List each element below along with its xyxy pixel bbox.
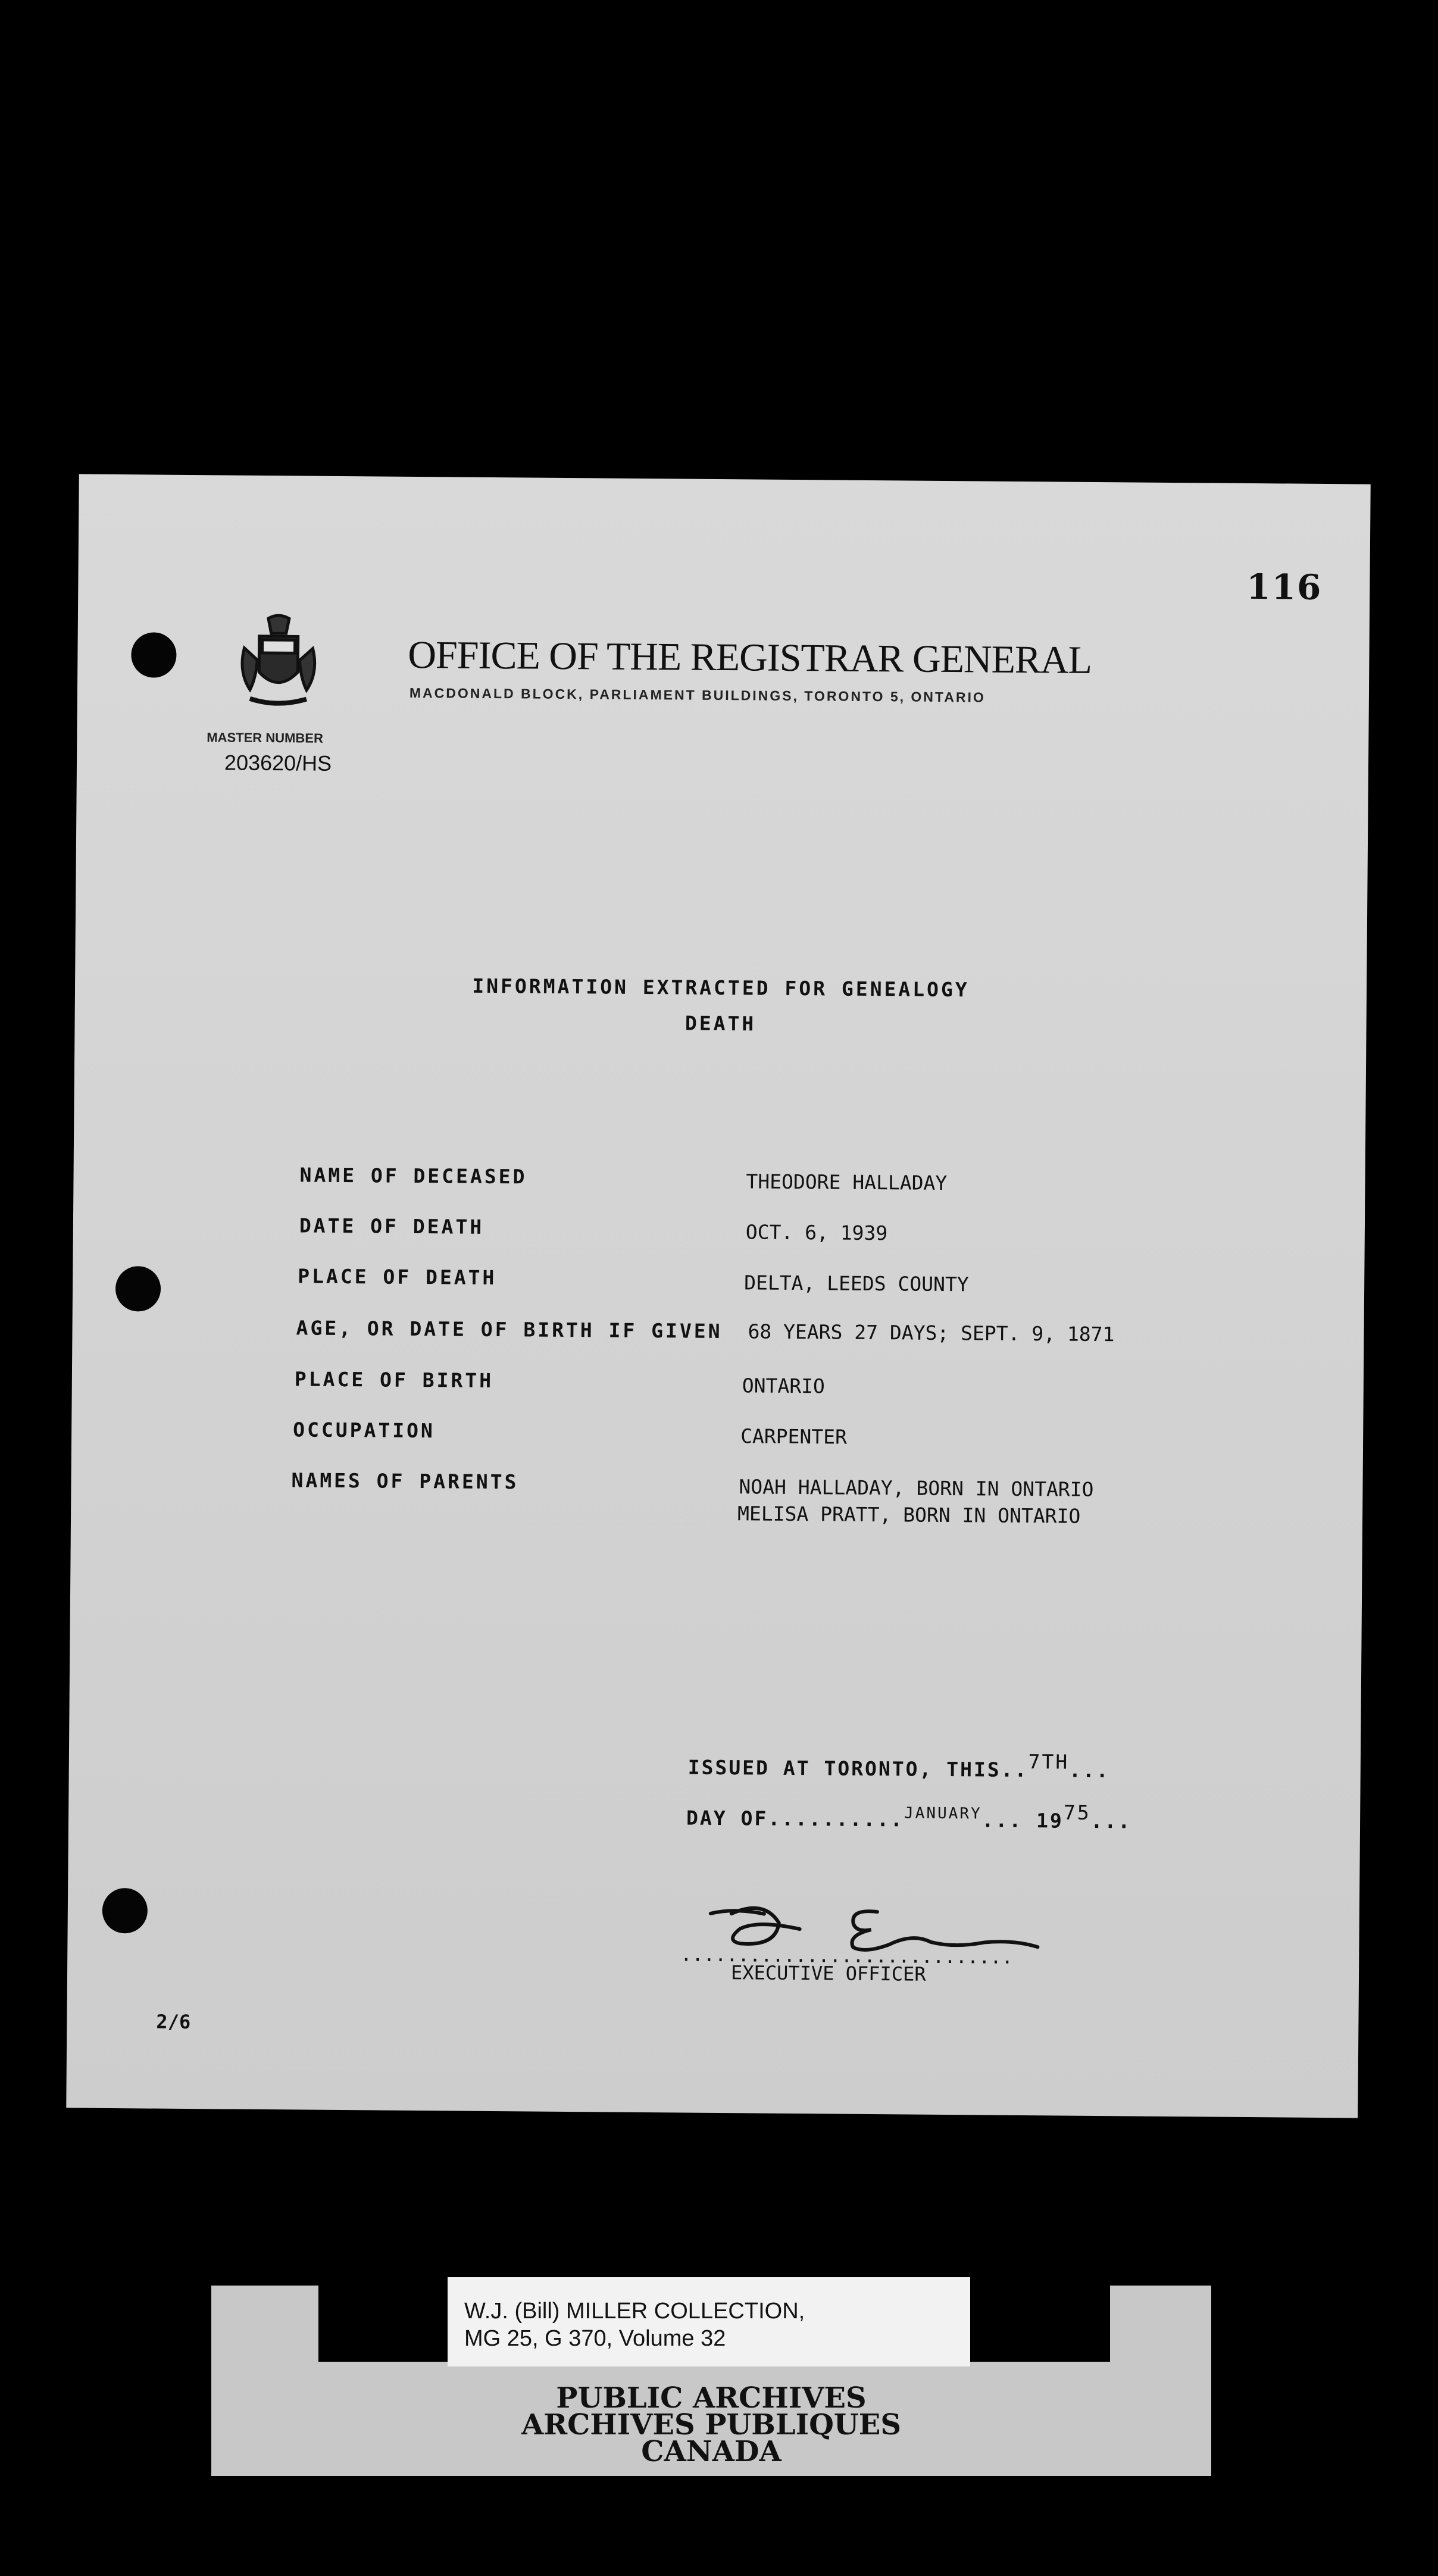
- issued-dots: ..: [1001, 1758, 1029, 1782]
- document-heading: INFORMATION EXTRACTED FOR GENEALOGY: [472, 974, 970, 1002]
- punch-hole: [115, 1266, 161, 1312]
- document-type: DEATH: [684, 1011, 756, 1036]
- master-number: 203620/HS: [224, 750, 332, 776]
- office-title: OFFICE OF THE REGISTRAR GENERAL: [408, 633, 1092, 682]
- issued-text: ISSUED AT TORONTO, THIS: [687, 1755, 1001, 1781]
- field-value-parent-father: NOAH HALLADAY, BORN IN ONTARIO: [739, 1475, 1094, 1501]
- field-value-occupation: CARPENTER: [740, 1424, 848, 1449]
- field-value-date-of-death: OCT. 6, 1939: [745, 1220, 888, 1245]
- issued-year-suffix: 75: [1063, 1800, 1091, 1824]
- issued-month: JANUARY: [904, 1804, 982, 1823]
- field-label-date-of-death: DATE OF DEATH: [299, 1214, 484, 1239]
- field-value-parent-mother: MELISA PRATT, BORN IN ONTARIO: [737, 1502, 1081, 1528]
- issued-day-of-text: DAY OF: [686, 1806, 768, 1830]
- coat-of-arms-icon: [226, 612, 331, 714]
- field-label-parents: NAMES OF PARENTS: [291, 1468, 519, 1494]
- field-label-age: AGE, OR DATE OF BIRTH IF GIVEN: [296, 1316, 723, 1343]
- field-value-place-of-death: DELTA, LEEDS COUNTY: [744, 1271, 969, 1296]
- punch-hole: [102, 1888, 148, 1934]
- field-label-place-of-death: PLACE OF DEATH: [298, 1264, 497, 1290]
- issued-line: ISSUED AT TORONTO, THIS..7TH...: [687, 1750, 1110, 1783]
- document-page: [66, 474, 1370, 2118]
- office-address: MACDONALD BLOCK, PARLIAMENT BUILDINGS, TORONTO 5, ONTARIO: [409, 684, 986, 705]
- field-value-age: 68 YEARS 27 DAYS; SEPT. 9, 1871: [748, 1320, 1115, 1346]
- issued-day: 7TH: [1028, 1750, 1070, 1774]
- page-fraction: 2/6: [156, 2010, 191, 2034]
- field-label-name: NAME OF DECEASED: [299, 1163, 527, 1189]
- archive-line-2: ARCHIVES PUBLIQUES: [521, 2408, 901, 2441]
- master-number-label: MASTER NUMBER: [207, 730, 324, 746]
- issued-month-line: DAY OF..........$^{JANUARY}$... 1975...: [686, 1800, 1132, 1833]
- page-number: 116: [1246, 566, 1323, 608]
- collection-label: [448, 2277, 970, 2366]
- archive-line-3: CANADA: [641, 2435, 781, 2468]
- signature-line: .............................: [680, 1943, 1014, 1968]
- field-value-place-of-birth: ONTARIO: [742, 1374, 826, 1398]
- collection-line-2: MG 25, G 370, Volume 32: [464, 2326, 726, 2351]
- archive-line-1: PUBLIC ARCHIVES: [556, 2381, 867, 2415]
- field-value-name: THEODORE HALLADAY: [746, 1170, 948, 1195]
- punch-hole: [131, 632, 177, 678]
- field-label-occupation: OCCUPATION: [293, 1418, 436, 1443]
- collection-line-1: W.J. (Bill) MILLER COLLECTION,: [464, 2299, 805, 2324]
- issued-year-prefix: 19: [1036, 1809, 1064, 1833]
- executive-officer-label: EXECUTIVE OFFICER: [730, 1961, 926, 1986]
- field-label-place-of-birth: PLACE OF BIRTH: [294, 1367, 494, 1393]
